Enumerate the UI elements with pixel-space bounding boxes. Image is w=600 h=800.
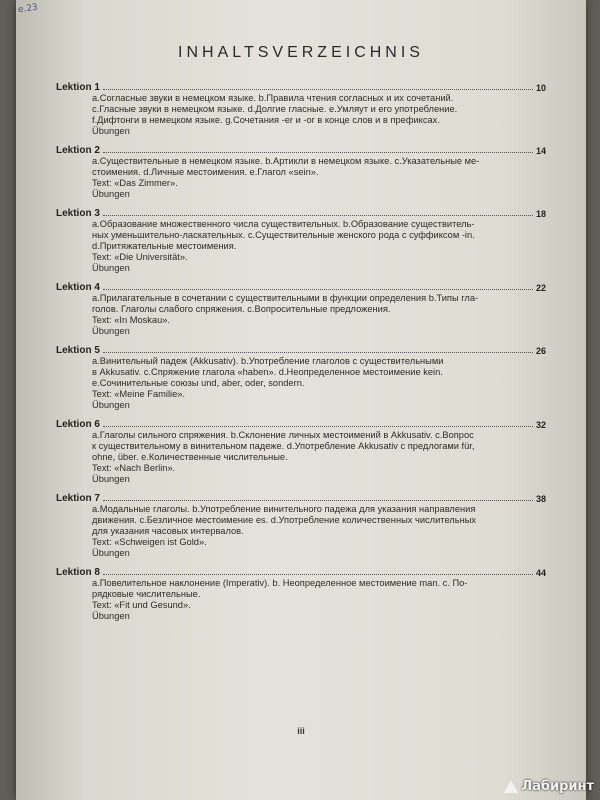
dot-leader [103,426,533,427]
content-line: Übungen [92,189,130,199]
toc-entry-header [56,280,546,293]
content-line: a.Модальные глаголы. b.Употребление винительного падежа для указания направления [92,504,476,514]
toc-entry-header [56,565,546,578]
content-line: к существительному в винительном падеже. d.Употребление Akkusativ с предлогами für, [92,441,475,451]
content-line: a.Согласные звуки в немецком языке. b.Правила чтения согласных и их сочетаний. [92,93,454,103]
lesson-title: Lektion 7 [56,493,100,504]
content-line: стоимения. d.Личные местоимения. e.Глагол «sein». [92,167,319,177]
dot-leader [103,574,533,575]
labirint-logo-icon [504,780,518,794]
lesson-page-number: 38 [535,494,546,504]
content-line: движения. c.Безличное местоимение es. d.Употребление количественных числительных [92,515,477,525]
toc-entry-header [56,417,546,430]
lesson-contents [92,93,546,137]
content-line: e.Сочинительные союзы und, aber, oder, sondern. [92,378,305,388]
handwritten-note: е.23 [17,2,39,16]
lesson-page-number: 32 [535,420,546,430]
watermark-text: Лабиринт [521,779,594,794]
content-line: d.Притяжательные местоимения. [92,241,237,251]
book-page [16,0,586,800]
lesson-contents [92,504,546,559]
content-line: голов. Глаголы слабого спряжения. c.Вопросительные предложения. [92,304,391,314]
lesson-title: Lektion 6 [56,419,100,430]
dot-leader [103,500,533,501]
lesson-contents [92,578,546,622]
lesson-page-number: 10 [535,83,546,93]
content-line: a.Образование множественного числа существительных. b.Образование существитель- [92,219,475,229]
content-line: Übungen [92,474,130,484]
lesson-title: Lektion 4 [56,282,100,293]
toc-entry [56,80,546,137]
reading-text-line: Text: «Meine Familie». [92,389,186,399]
content-line: для указания часовых интервалов. [92,526,244,536]
lesson-title: Lektion 2 [56,145,100,156]
content-line: a.Винительный падеж (Akkusativ). b.Употребление глаголов с существительными [92,356,444,366]
content-line: Übungen [92,326,130,336]
dot-leader [103,152,533,153]
lesson-contents [92,219,546,274]
content-line: a.Глаголы сильного спряжения. b.Склонение личных местоимений в Akkusativ. c.Вопрос [92,430,474,440]
lesson-page-number: 18 [535,209,546,219]
toc-entry [56,280,546,337]
toc-entry [56,143,546,200]
content-line: Übungen [92,611,130,621]
content-line: Übungen [92,126,130,136]
lesson-title: Lektion 5 [56,345,100,356]
content-line: Übungen [92,263,130,273]
content-line: f.Дифтонги в немецком языке. g.Сочетания -er и -or в конце слов и в префиксах. [92,115,440,125]
content-line: ohne, über. e.Количественные числительные. [92,452,288,462]
dot-leader [103,89,533,90]
lesson-contents [92,293,546,337]
toc-entry-header [56,206,546,219]
page-number: iii [297,726,305,736]
dot-leader [103,352,533,353]
content-line: a.Существительные в немецком языке. b.Артикли в немецком языке. c.Указательные ме- [92,156,480,166]
toc-entry-header [56,143,546,156]
lesson-page-number: 22 [535,283,546,293]
lesson-title: Lektion 1 [56,82,100,93]
reading-text-line: Text: «Das Zimmer». [92,178,178,188]
dot-leader [103,289,533,290]
toc-entry [56,343,546,411]
reading-text-line: Text: «Nach Berlin». [92,463,176,473]
content-line: a.Прилагательные в сочетании с существительными в функции определения b.Типы гла- [92,293,479,303]
reading-text-line: Text: «Die Universität». [92,252,188,262]
content-line: ных уменьшительно-ласкательных. c.Существительные женского рода с суффиксом -in. [92,230,475,240]
page-title: INHALTSVERZEICHNIS [178,44,424,61]
dot-leader [103,215,533,216]
reading-text-line: Text: «Schweigen ist Gold». [92,537,207,547]
content-line: Übungen [92,400,130,410]
content-line: в Akkusativ. c.Спряжение глагола «haben». d.Неопределенное местоимение kein. [92,367,443,377]
toc-entry-header [56,80,546,93]
content-line: Übungen [92,548,130,558]
toc-entry [56,565,546,622]
toc-entry-header [56,343,546,356]
content-line: a.Повелительное наклонение (Imperativ). b. Неопределенное местоимение man. c. По- [92,578,468,588]
toc-entry [56,491,546,559]
lesson-title: Lektion 8 [56,567,100,578]
reading-text-line: Text: «In Moskau». [92,315,171,325]
lesson-page-number: 14 [535,146,546,156]
table-of-contents [56,80,546,628]
content-line: рядковые числительные. [92,589,201,599]
lesson-title: Lektion 3 [56,208,100,219]
toc-entry [56,417,546,485]
toc-entry-header [56,491,546,504]
content-line: c.Гласные звуки в немецком языке. d.Долгие гласные. e.Умляут и его употребление. [92,104,458,114]
lesson-page-number: 26 [535,346,546,356]
watermark [504,779,594,794]
lesson-contents [92,156,546,200]
toc-entry [56,206,546,274]
reading-text-line: Text: «Fit und Gesund». [92,600,191,610]
lesson-contents [92,430,546,485]
lesson-contents [92,356,546,411]
lesson-page-number: 44 [535,568,546,578]
